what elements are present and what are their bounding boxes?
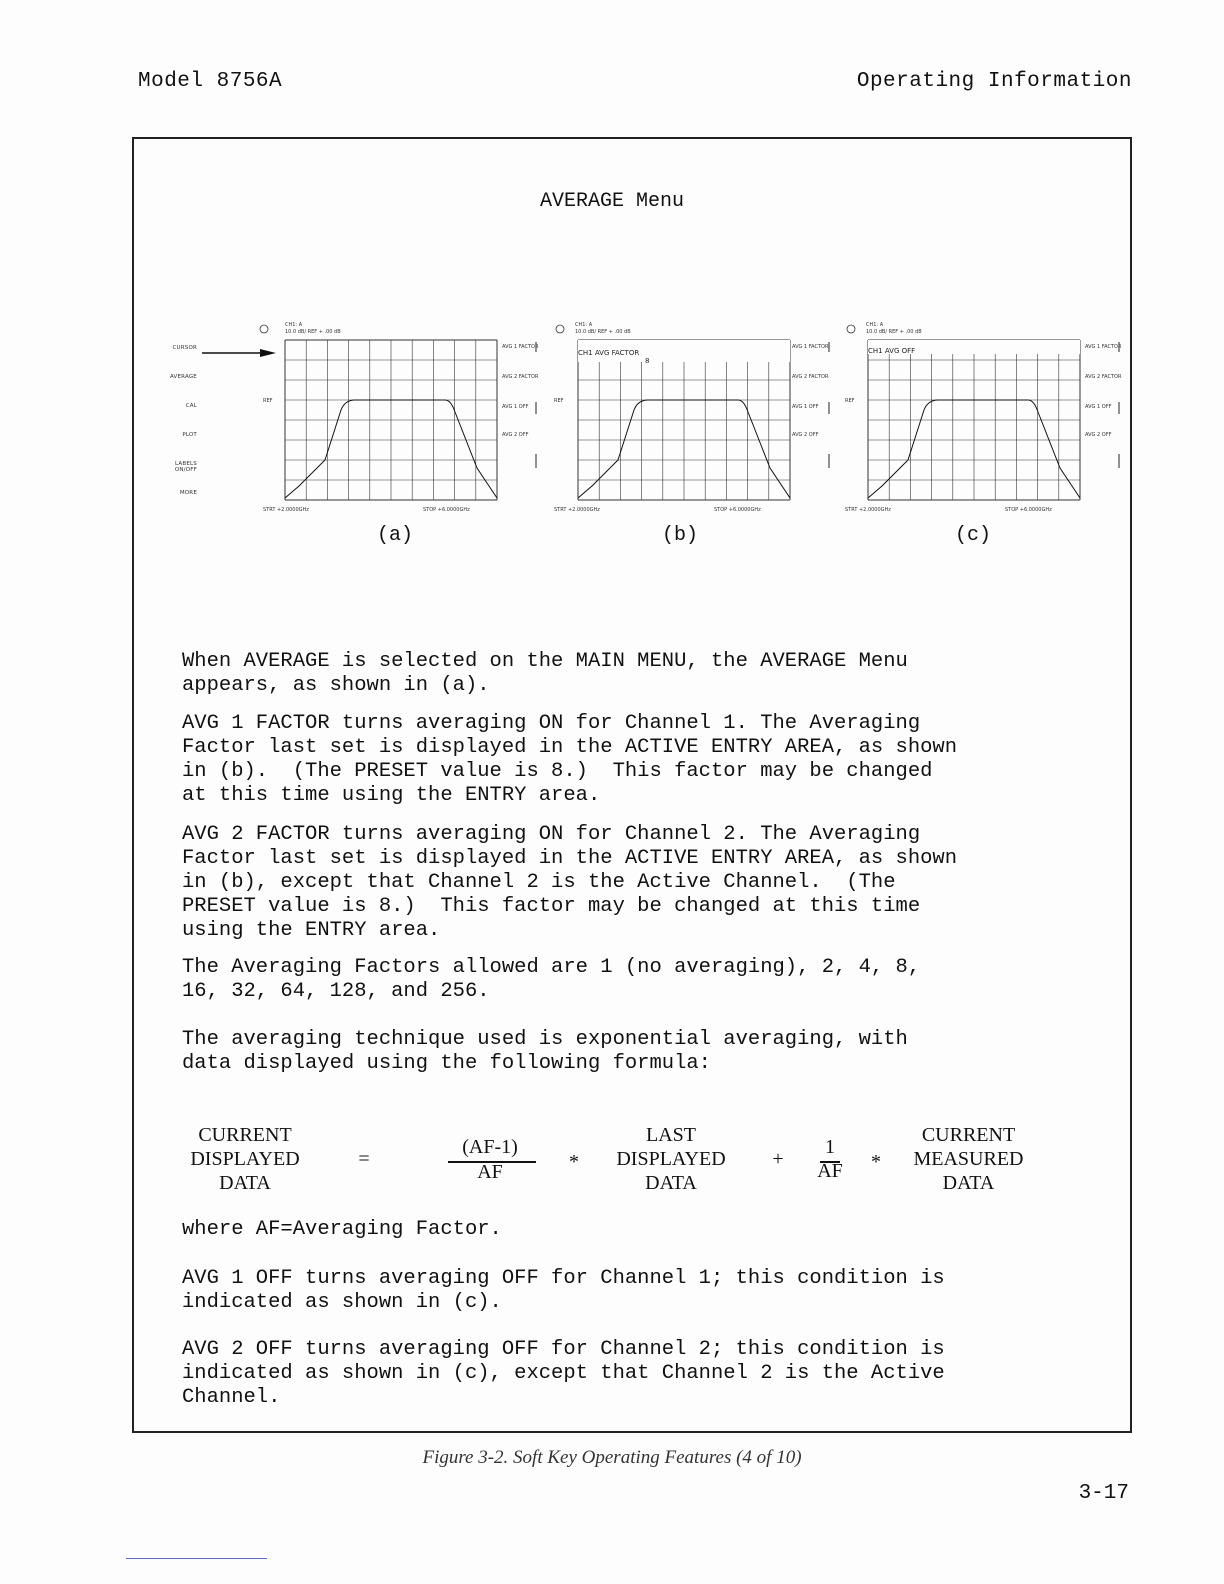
softkey-avg1-factor: AVG 1 FACTOR (792, 344, 829, 350)
softkey-avg2-factor: AVG 2 FACTOR (502, 374, 539, 380)
formula-frac1-denominator: AF (477, 1161, 503, 1183)
softkey-avg1-off: AVG 1 OFF (1085, 404, 1112, 410)
paragraph-technique: The averaging technique used is exponential averaging, with data displayed using the following formula: (182, 1028, 908, 1075)
formula-frac1-numerator: (AF-1) (462, 1136, 518, 1158)
active-entry-value: 8 (645, 357, 650, 365)
softkey-avg2-off: AVG 2 OFF (792, 432, 819, 438)
formula-last-line: DATA (645, 1172, 697, 1194)
formula-measured-line: MEASURED (913, 1148, 1024, 1170)
screen-a (255, 318, 555, 518)
softkey-cal: CAL (185, 403, 197, 409)
label-a: (a) (377, 524, 414, 547)
formula-lhs (170, 1123, 320, 1195)
formula-times-1: * (569, 1151, 579, 1173)
hp-logo-icon (260, 325, 268, 333)
softkey-cursor: CURSOR (172, 345, 197, 351)
menu-title: AVERAGE Menu (539, 190, 685, 213)
ref-marker: REF (845, 398, 855, 404)
start-freq: STRT +2.0000GHz (263, 507, 309, 513)
footer-rule (126, 1558, 267, 1559)
status-top: CH1: A (866, 322, 884, 328)
softkey-average: AVERAGE (169, 374, 197, 380)
hp-logo-icon (847, 325, 855, 333)
formula-last-data (600, 1123, 742, 1195)
formula-last-line: DISPLAYED (616, 1148, 726, 1170)
figure-caption: Figure 3-2. Soft Key Operating Features (4 of 10) (422, 1447, 802, 1468)
softkey-avg2-factor: AVG 2 FACTOR (792, 374, 829, 380)
ref-marker: REF (554, 398, 564, 404)
status-scale: 10.0 dB/ REF + .00 dB (575, 329, 631, 335)
softkey-avg2-factor: AVG 2 FACTOR (1085, 374, 1122, 380)
paragraph-avg1-off: AVG 1 OFF turns averaging OFF for Channel 1; this condition is indicated as shown in (c). (182, 1267, 945, 1314)
formula-measured-data (896, 1123, 1041, 1195)
ref-marker: REF (263, 398, 273, 404)
softkey-avg1-factor: AVG 1 FACTOR (502, 344, 539, 350)
averaging-formula (0, 1123, 1224, 1203)
formula-measured-line: CURRENT (921, 1124, 1016, 1146)
graticule (285, 340, 497, 500)
stop-freq: STOP +6.0000GHz (1005, 507, 1052, 513)
formula-last-line: LAST (646, 1124, 696, 1146)
stop-freq: STOP +6.0000GHz (714, 507, 761, 513)
status-scale: 10.0 dB/ REF + .00 dB (866, 329, 922, 335)
stop-freq: STOP +6.0000GHz (423, 507, 470, 513)
softkey-labels: LABELS ON/OFF (174, 461, 197, 473)
paragraph-avg2-factor: AVG 2 FACTOR turns averaging ON for Channel 2. The Averaging Factor last set is displayed in the ACTIVE ENTRY AREA, as shown in (b), except that Channel 2 is the Active Channel. (The PRESET value is 8.) This factor may be changed at this time using the ENTRY area. (182, 823, 958, 942)
formula-frac2-denominator: AF (817, 1160, 843, 1182)
formula-measured-line: DATA (942, 1172, 995, 1194)
hp-logo-icon (556, 325, 564, 333)
header-section: Operating Information (856, 70, 1132, 93)
active-entry-text: CH1 AVG OFF (868, 347, 916, 355)
softkey-plot: PLOT (182, 432, 197, 438)
paragraph-allowed-factors: The Averaging Factors allowed are 1 (no averaging), 2, 4, 8, 16, 32, 64, 128, and 256. (182, 956, 921, 1003)
formula-times-2: * (871, 1151, 881, 1173)
status-top: CH1: A (575, 322, 593, 328)
right-softkeys (502, 344, 539, 438)
header-model: Model 8756A (138, 70, 283, 93)
left-softkey-labels (155, 345, 197, 519)
start-freq: STRT +2.0000GHz (845, 507, 891, 513)
softkey-avg1-off: AVG 1 OFF (792, 404, 819, 410)
softkey-more: MORE (179, 490, 197, 496)
active-entry-text: CH1 AVG FACTOR (578, 349, 640, 357)
softkey-avg1-off: AVG 1 OFF (502, 404, 529, 410)
formula-equals: = (358, 1148, 370, 1170)
formula-frac2-numerator: 1 (825, 1136, 835, 1158)
softkey-avg2-off: AVG 2 OFF (1085, 432, 1112, 438)
right-softkeys (792, 344, 829, 438)
formula-lhs-line: DISPLAYED (190, 1148, 300, 1170)
page-number: 3-17 (1078, 1482, 1129, 1505)
paragraph-avg1-factor: AVG 1 FACTOR turns averaging ON for Channel 1. The Averaging Factor last set is displayed in the ACTIVE ENTRY AREA, as shown in (b). (The PRESET value is 8.) This factor may be changed at this time using the ENTRY area. (182, 712, 958, 807)
formula-plus: + (772, 1148, 784, 1170)
screen-c (838, 318, 1138, 518)
paragraph-avg2-off: AVG 2 OFF turns averaging OFF for Channel 2; this condition is indicated as shown in (c), except that Channel 2 is the Active Channel. (182, 1338, 945, 1409)
paragraph-where-af: where AF=Averaging Factor. (182, 1218, 502, 1241)
label-b: (b) (662, 524, 699, 547)
screen-b (548, 318, 848, 518)
status-scale: 10.0 dB/ REF + .00 dB (285, 329, 341, 335)
graticule (578, 340, 790, 500)
paragraph-average-selected: When AVERAGE is selected on the MAIN MENU, the AVERAGE Menu appears, as shown in (a). (182, 650, 908, 697)
start-freq: STRT +2.0000GHz (554, 507, 600, 513)
graticule (868, 340, 1080, 500)
formula-lhs-line: CURRENT (198, 1124, 292, 1146)
right-softkeys (1085, 344, 1122, 438)
softkey-avg1-factor: AVG 1 FACTOR (1085, 344, 1122, 350)
formula-lhs-line: DATA (219, 1172, 271, 1194)
status-top: CH1: A (285, 322, 303, 328)
label-c: (c) (955, 524, 992, 547)
softkey-avg2-off: AVG 2 OFF (502, 432, 529, 438)
